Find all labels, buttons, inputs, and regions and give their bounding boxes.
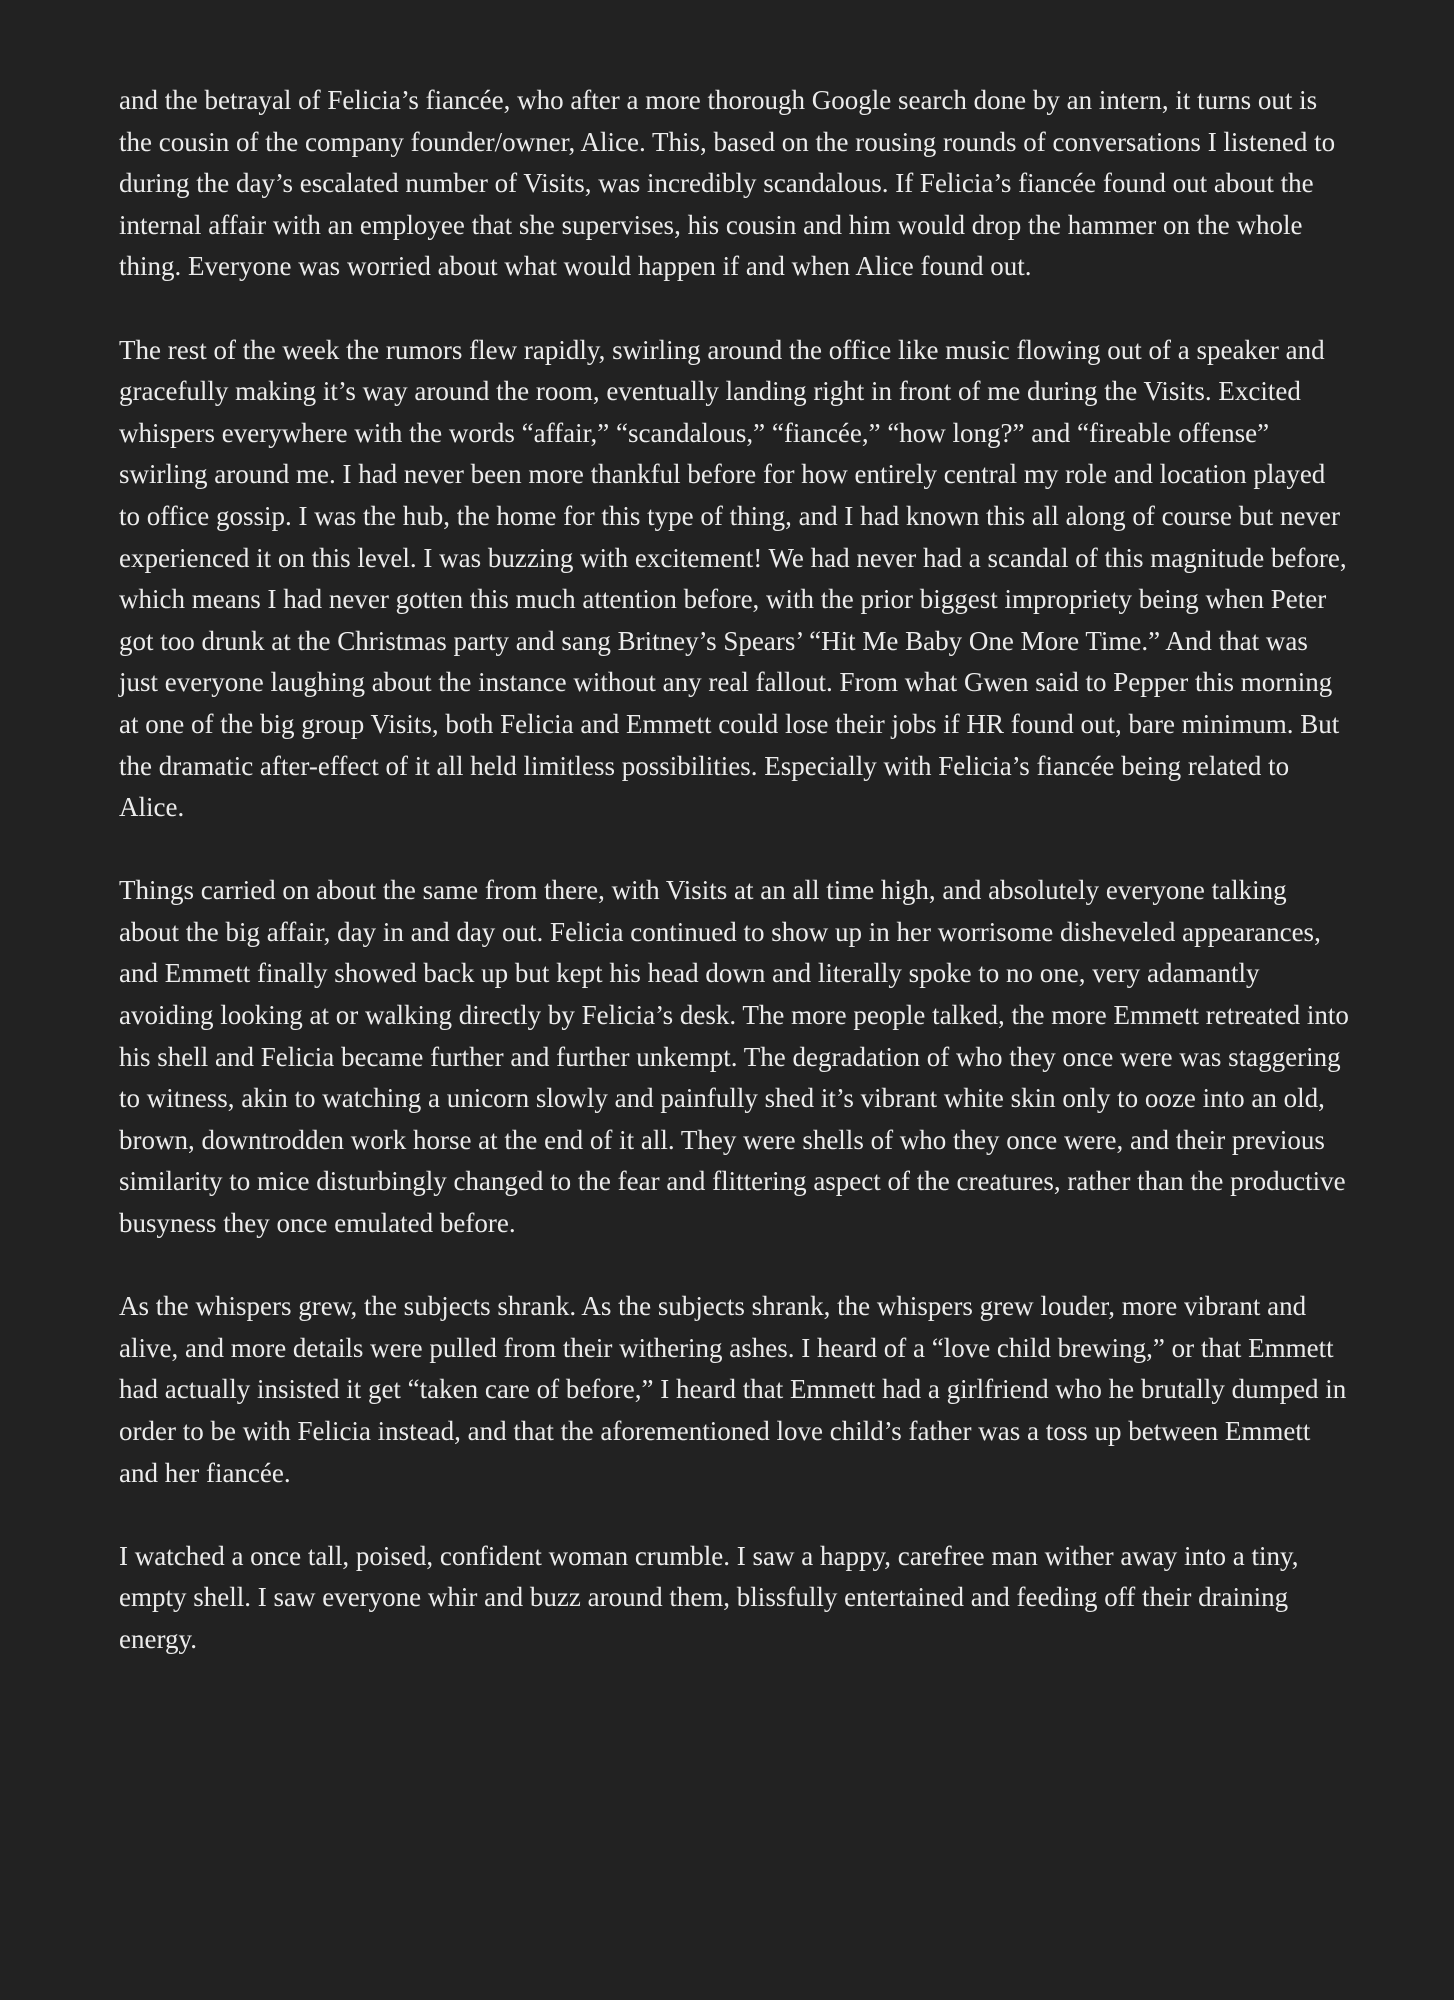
story-text <box>119 80 1349 1661</box>
paragraph-2: The rest of the week the rumors flew rapidly, swirling around the office like music flowing out of a speaker and gracefully making it’s way around the room, eventually landing right in front of me during the Visits. Excited whispers everywhere with the words “affair,” “scandalous,” “fiancée,” “how long?” and “fireable offense” swirling around me. I had never been more thankful before for how entirely central my role and location played to office gossip. I was the hub, the home for this type of thing, and I had known this all along of course but never experienced it on this level. I was buzzing with excitement! We had never had a scandal of this magnitude before, which means I had never gotten this much attention before, with the prior biggest impropriety being when Peter got too drunk at the Christmas party and sang Britney’s Spears’ “Hit Me Baby One More Time.” And that was just everyone laughing about the instance without any real fallout. From what Gwen said to Pepper this morning at one of the big group Visits, both Felicia and Emmett could lose their jobs if HR found out, bare minimum. But the dramatic after-effect of it all held limitless possibilities. Especially with Felicia’s fiancée being related to Alice. <box>119 334 1347 823</box>
paragraph-1: and the betrayal of Felicia’s fiancée, who after a more thorough Google search done by an intern, it turns out is the cousin of the company founder/owner, Alice. This, based on the rousing rounds of conversations I listened to during the day’s escalated number of Visits, was incredibly scandalous. If Felicia’s fiancée found out about the internal affair with an employee that she supervises, his cousin and him would drop the hammer on the whole thing. Everyone was worried about what would happen if and when Alice found out. <box>119 85 1336 282</box>
paragraph-5: I watched a once tall, poised, confident woman crumble. I saw a happy, carefree man wither away into a tiny, empty shell. I saw everyone whir and buzz around them, blissfully entertained and feeding off their draining energy. <box>119 1540 1299 1654</box>
paragraph-4: As the whispers grew, the subjects shrank. As the subjects shrank, the whispers grew louder, more vibrant and alive, and more details were pulled from their withering ashes. I heard of a “love child brewing,” or that Emmett had actually insisted it get “taken care of before,” I heard that Emmett had a girlfriend who he brutally dumped in order to be with Felicia instead, and that the aforementioned love child’s father was a toss up between Emmett and her fiancée. <box>119 1291 1347 1488</box>
paragraph-3: Things carried on about the same from there, with Visits at an all time high, and absolutely everyone talking about the big affair, day in and day out. Felicia continued to show up in her worrisome disheveled appearances, and Emmett finally showed back up but kept his head down and literally spoke to no one, very adamantly avoiding looking at or walking directly by Felicia’s desk. The more people talked, the more Emmett retreated into his shell and Felicia became further and further unkempt. The degradation of who they once were was staggering to witness, akin to watching a unicorn slowly and painfully shed it’s vibrant white skin only to ooze into an old, brown, downtrodden work horse at the end of it all. They were shells of who they once were, and their previous similarity to mice disturbingly changed to the fear and flittering aspect of the creatures, rather than the productive busyness they once emulated before. <box>119 875 1349 1239</box>
